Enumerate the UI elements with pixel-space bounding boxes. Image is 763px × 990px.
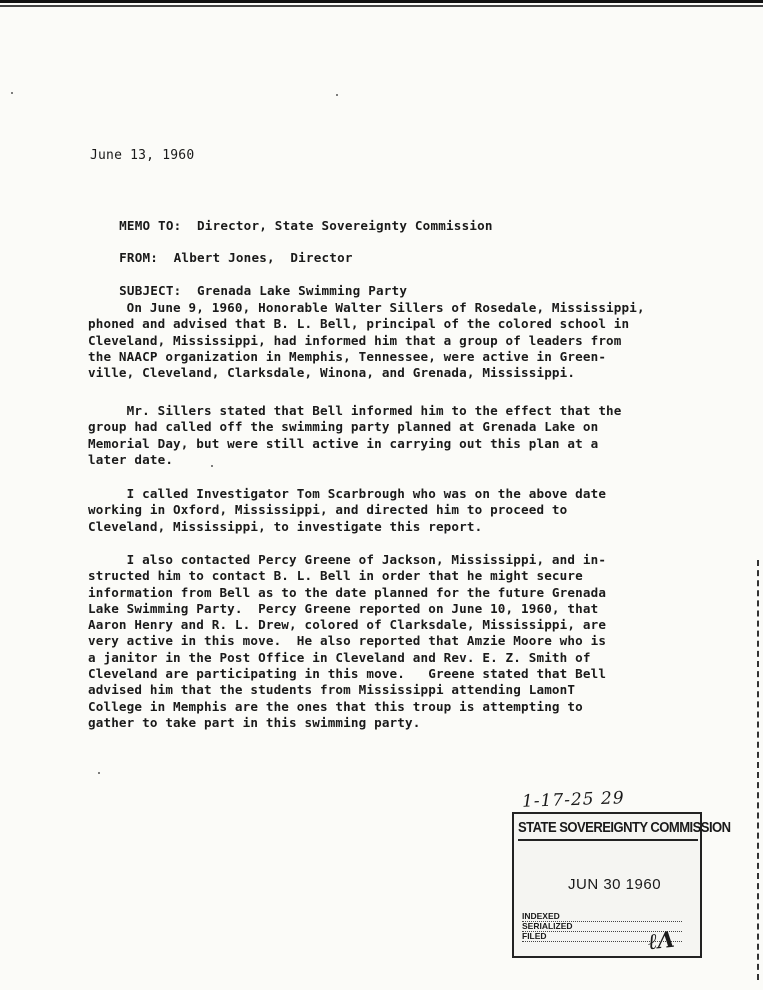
paragraph-line: gather to take part in this swimming party. <box>88 714 421 730</box>
paragraph-line: Mr. Sillers stated that Bell informed him to the effect that the <box>88 403 622 418</box>
paragraph-line: working in Oxford, Mississippi, and directed him to proceed to <box>88 502 568 518</box>
handwritten-initials: ℓΛ <box>646 926 676 956</box>
memo-from-label: FROM: <box>119 250 159 265</box>
memo-paragraph-1 <box>88 300 708 381</box>
paragraph-line: College in Memphis are the ones that this troup is attempting to <box>88 698 583 714</box>
stamp-title: STATE SOVEREIGNTY COMMISSION <box>518 820 698 841</box>
stamp-date: JUN 30 1960 <box>568 876 662 893</box>
paragraph-line: Memorial Day, but were still active in carrying out this plan at a <box>88 435 599 451</box>
paragraph-line: very active in this move. He also reported that Amzie Moore who is <box>88 633 607 649</box>
top-border <box>0 0 763 7</box>
paragraph-line: structed him to contact B. L. Bell in order that he might secure <box>88 568 583 584</box>
paper-speck <box>11 92 13 94</box>
paragraph-line: Aaron Henry and R. L. Drew, colored of Clarksdale, Mississippi, are <box>88 617 607 633</box>
memo-date: June 13, 1960 <box>90 148 195 163</box>
memo-from-value: Albert Jones, Director <box>173 250 353 265</box>
paragraph-line: Cleveland, Mississippi, had informed him that a group of leaders from <box>88 332 622 348</box>
memo-paragraph-3 <box>88 486 708 535</box>
memo-subject-label: SUBJECT: <box>119 283 182 298</box>
stamp-field-indexed: INDEXED <box>522 912 682 922</box>
stamp-field-serialized: SERIALIZED <box>522 922 682 932</box>
paragraph-line: a janitor in the Post Office in Cleveland and Rev. E. Z. Smith of <box>88 649 591 665</box>
paragraph-line: later date. <box>88 451 174 467</box>
paragraph-line: the NAACP organization in Memphis, Tennessee, were active in Green- <box>88 348 607 364</box>
page-edge-mark <box>757 560 763 980</box>
memo-paragraph-2 <box>88 403 708 468</box>
paper-speck <box>98 772 100 774</box>
paper-speck <box>211 465 213 467</box>
paragraph-line: group had called off the swimming party planned at Grenada Lake on <box>88 419 599 435</box>
paragraph-line: ville, Cleveland, Clarksdale, Winona, and Grenada, Mississippi. <box>88 365 576 381</box>
paragraph-line: Cleveland are participating in this move. Greene stated that Bell <box>88 666 607 682</box>
stamp-field-filed: FILED <box>522 932 682 942</box>
paragraph-line: phoned and advised that B. L. Bell, principal of the colored school in <box>88 316 630 332</box>
paragraph-line: I also contacted Percy Greene of Jackson, Mississippi, and in- <box>88 552 607 567</box>
memo-paragraph-4 <box>88 552 708 731</box>
paragraph-line: Cleveland, Mississippi, to investigate this report. <box>88 518 483 534</box>
paragraph-line: I called Investigator Tom Scarbrough who was on the above date <box>88 486 607 501</box>
paragraph-line: On June 9, 1960, Honorable Walter Sillers of Rosedale, Mississippi, <box>88 300 645 315</box>
paragraph-line: Lake Swimming Party. Percy Greene reported on June 10, 1960, that <box>88 600 599 616</box>
handwritten-file-ref: 1-17-25 29 <box>521 788 625 812</box>
memo-to-label: MEMO TO: <box>119 218 182 233</box>
memo-to-value: Director, State Sovereignty Commission <box>196 218 493 233</box>
paper-speck <box>336 94 338 96</box>
paragraph-line: advised him that the students from Mississippi attending LamonT <box>88 682 576 698</box>
memo-subject-value: Grenada Lake Swimming Party <box>196 283 408 298</box>
paragraph-line: information from Bell as to the date planned for the future Grenada <box>88 584 607 600</box>
